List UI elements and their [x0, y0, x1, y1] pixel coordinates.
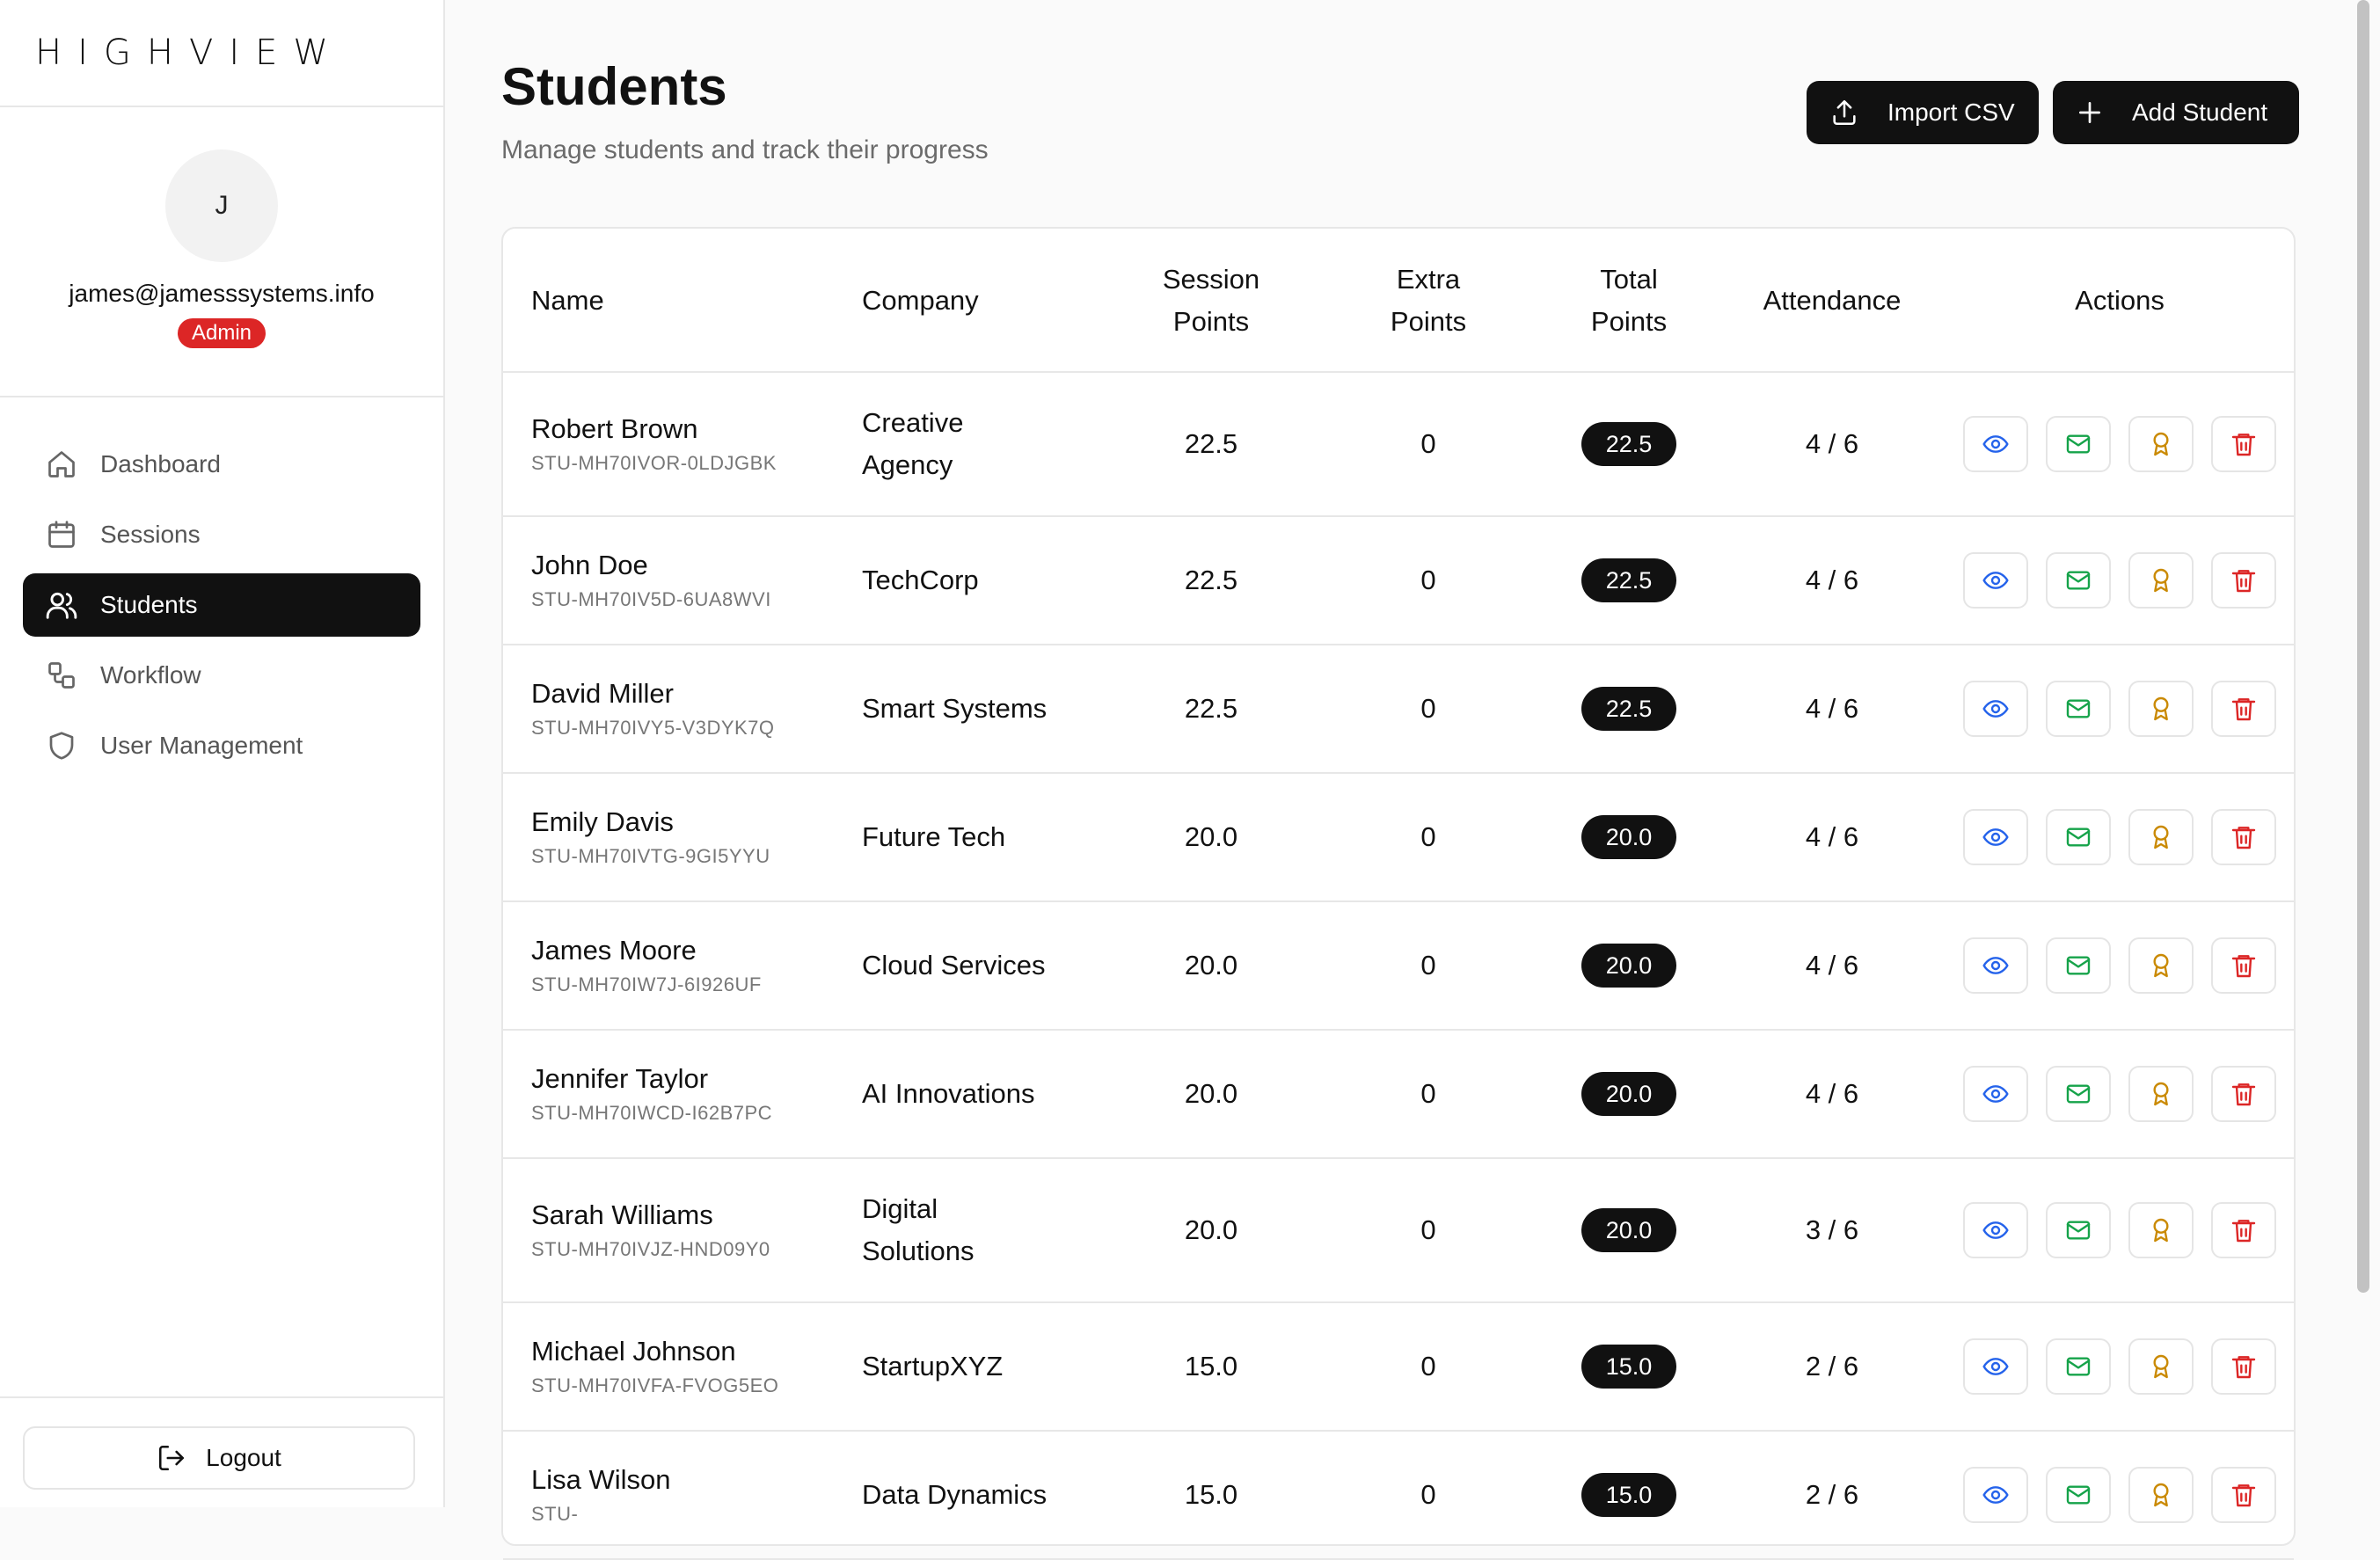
cell-session-points: 20.0	[1184, 821, 1238, 852]
table-row	[503, 902, 2294, 1031]
cell-attendance: 2 / 6	[1805, 1351, 1859, 1381]
cell-total-points	[1536, 1031, 1722, 1157]
cell-actions	[1942, 645, 2297, 772]
total-points-badge: 20.0	[1581, 944, 1676, 988]
student-name[interactable]: Sarah Williams	[531, 1199, 713, 1230]
logout-button[interactable]	[23, 1426, 415, 1490]
cell-company	[862, 1159, 1099, 1301]
certificate-button[interactable]	[2128, 1202, 2194, 1258]
column-header-label: Actions	[2075, 285, 2165, 316]
total-points-badge: 15.0	[1581, 1345, 1676, 1389]
calendar-icon	[44, 517, 79, 552]
view-button[interactable]	[1963, 1066, 2028, 1122]
user-profile	[0, 107, 443, 397]
email-button[interactable]	[2046, 1202, 2111, 1258]
delete-button[interactable]	[2211, 1467, 2276, 1523]
company-name-line: Cloud Services	[862, 950, 1046, 980]
cell-attendance: 4 / 6	[1805, 821, 1859, 852]
email-button[interactable]	[2046, 1066, 2111, 1122]
award-icon	[2147, 566, 2175, 594]
cell-company	[862, 373, 1099, 515]
cell-extra-points: 0	[1420, 1078, 1436, 1109]
cell-actions	[1942, 1432, 2297, 1558]
award-icon	[2147, 1481, 2175, 1509]
certificate-button[interactable]	[2128, 1467, 2194, 1523]
student-name[interactable]: Lisa Wilson	[531, 1464, 671, 1495]
company-name-line: Creative	[862, 407, 964, 438]
student-id: STU-MH70IVOR-0LDJGBK	[531, 452, 777, 474]
add-student-button[interactable]	[2053, 81, 2299, 144]
student-name[interactable]: Robert Brown	[531, 413, 698, 444]
eye-icon	[1982, 1352, 2010, 1381]
cell-company	[862, 774, 1099, 900]
sidebar-item-label: User Management	[100, 732, 303, 759]
sidebar-item-label: Workflow	[100, 661, 201, 689]
certificate-button[interactable]	[2128, 416, 2194, 472]
eye-icon	[1982, 1080, 2010, 1108]
award-icon	[2147, 430, 2175, 458]
total-points-badge: 20.0	[1581, 1072, 1676, 1116]
mail-icon	[2064, 1216, 2092, 1244]
delete-button[interactable]	[2211, 809, 2276, 865]
student-id: STU-MH70IVY5-V3DYK7Q	[531, 717, 775, 739]
eye-icon	[1982, 1481, 2010, 1509]
email-button[interactable]	[2046, 937, 2111, 994]
column-header-attendance[interactable]	[1722, 229, 1942, 373]
column-header-label: Points	[1172, 306, 1250, 337]
trash-icon	[2230, 823, 2258, 851]
student-name[interactable]: Michael Johnson	[531, 1336, 736, 1367]
cell-name	[531, 1159, 857, 1301]
view-button[interactable]	[1963, 552, 2028, 609]
logo-area	[0, 0, 443, 107]
email-button[interactable]	[2046, 552, 2111, 609]
cell-session-points: 15.0	[1184, 1351, 1238, 1381]
student-id: STU-MH70IVTG-9GI5YYU	[531, 845, 770, 867]
cell-attendance: 4 / 6	[1805, 693, 1859, 724]
cell-extra-points: 0	[1420, 950, 1436, 980]
cell-attendance: 3 / 6	[1805, 1214, 1859, 1245]
column-header-company[interactable]	[862, 229, 979, 373]
view-button[interactable]	[1963, 809, 2028, 865]
eye-icon	[1982, 695, 2010, 723]
company-name-line: Data Dynamics	[862, 1479, 1048, 1510]
column-header-total-points[interactable]	[1536, 229, 1722, 373]
company-name-line: Future Tech	[862, 821, 1006, 852]
sidebar	[0, 0, 445, 1507]
delete-button[interactable]	[2211, 552, 2276, 609]
cell-total-points	[1536, 774, 1722, 900]
student-id: STU-MH70IVFA-FVOG5EO	[531, 1374, 779, 1396]
mail-icon	[2064, 430, 2092, 458]
cell-session-points: 22.5	[1184, 693, 1238, 724]
cell-total-points	[1536, 373, 1722, 515]
certificate-button[interactable]	[2128, 681, 2194, 737]
cell-name	[531, 1031, 857, 1157]
row-actions	[1963, 681, 2276, 737]
sidebar-item-label: Dashboard	[100, 450, 221, 477]
total-points-badge: 22.5	[1581, 558, 1676, 602]
award-icon	[2147, 951, 2175, 980]
cell-session-points: 15.0	[1184, 1479, 1238, 1510]
cell-extra-points: 0	[1420, 693, 1436, 724]
trash-icon	[2230, 566, 2258, 594]
row-actions	[1963, 416, 2276, 472]
column-header-label: Points	[1390, 306, 1467, 337]
delete-button[interactable]	[2211, 681, 2276, 737]
award-icon	[2147, 695, 2175, 723]
table-row	[503, 1031, 2294, 1159]
cell-name	[531, 1432, 857, 1558]
cell-extra-points: 0	[1420, 821, 1436, 852]
trash-icon	[2230, 951, 2258, 980]
cell-name	[531, 517, 857, 644]
eye-icon	[1982, 951, 2010, 980]
cell-name	[531, 373, 857, 515]
table-row	[503, 517, 2294, 645]
award-icon	[2147, 1352, 2175, 1381]
shield-icon	[44, 728, 79, 763]
delete-button[interactable]	[2211, 1202, 2276, 1258]
table-row	[503, 1159, 2294, 1303]
eye-icon	[1982, 1216, 2010, 1244]
cell-session-points: 20.0	[1184, 950, 1238, 980]
mail-icon	[2064, 823, 2092, 851]
cell-total-points	[1536, 645, 1722, 772]
cell-extra-points: 0	[1420, 1479, 1436, 1510]
mail-icon	[2064, 1080, 2092, 1108]
cell-session-points: 20.0	[1184, 1214, 1238, 1245]
total-points-badge: 20.0	[1581, 1208, 1676, 1252]
eye-icon	[1982, 823, 2010, 851]
sidebar-item-label: Sessions	[100, 521, 201, 548]
workflow-icon	[44, 658, 79, 693]
row-actions	[1963, 1338, 2276, 1395]
certificate-button[interactable]	[2128, 1338, 2194, 1395]
cell-actions	[1942, 1303, 2297, 1430]
cell-name	[531, 774, 857, 900]
email-button[interactable]	[2046, 681, 2111, 737]
column-header-session-points[interactable]	[1101, 229, 1321, 373]
view-button[interactable]	[1963, 1202, 2028, 1258]
view-button[interactable]	[1963, 681, 2028, 737]
row-actions	[1963, 1467, 2276, 1523]
table-header	[503, 229, 2294, 373]
cell-company	[862, 1432, 1099, 1558]
trash-icon	[2230, 1481, 2258, 1509]
total-points-badge: 20.0	[1581, 815, 1676, 859]
cell-session-points: 22.5	[1184, 565, 1238, 595]
cell-attendance: 4 / 6	[1805, 1078, 1859, 1109]
award-icon	[2147, 1216, 2175, 1244]
certificate-button[interactable]	[2128, 1066, 2194, 1122]
company-name-line: Smart Systems	[862, 693, 1048, 724]
email-button[interactable]	[2046, 1338, 2111, 1395]
delete-button[interactable]	[2211, 1338, 2276, 1395]
mail-icon	[2064, 566, 2092, 594]
cell-company	[862, 1303, 1099, 1430]
cell-actions	[1942, 1031, 2297, 1157]
cell-name	[531, 1303, 857, 1430]
sidebar-item-students[interactable]	[23, 573, 420, 637]
users-icon	[44, 587, 79, 623]
total-points-badge: 15.0	[1581, 1473, 1676, 1517]
email-button[interactable]	[2046, 416, 2111, 472]
page-title: Students	[501, 57, 727, 116]
delete-button[interactable]	[2211, 937, 2276, 994]
cell-name	[531, 645, 857, 772]
cell-extra-points: 0	[1420, 565, 1436, 595]
user-email: james@jamesssystems.info	[69, 280, 375, 307]
table-row	[503, 1432, 2294, 1560]
eye-icon	[1982, 430, 2010, 458]
cell-attendance: 4 / 6	[1805, 950, 1859, 980]
student-name[interactable]: John Doe	[531, 550, 648, 580]
email-button[interactable]	[2046, 809, 2111, 865]
cell-extra-points: 0	[1420, 1351, 1436, 1381]
student-name[interactable]: Jennifer Taylor	[531, 1063, 709, 1094]
student-id: STU-	[531, 1503, 579, 1525]
student-name[interactable]: James Moore	[531, 935, 697, 966]
cell-session-points: 22.5	[1184, 428, 1238, 459]
view-button[interactable]	[1963, 1338, 2028, 1395]
row-actions	[1963, 1202, 2276, 1258]
cell-actions	[1942, 902, 2297, 1029]
trash-icon	[2230, 1352, 2258, 1381]
student-id: STU-MH70IVJZ-HND09Y0	[531, 1238, 770, 1260]
mail-icon	[2064, 1481, 2092, 1509]
scrollbar[interactable]	[2357, 0, 2369, 1293]
table-row	[503, 373, 2294, 517]
upload-icon	[1829, 98, 1859, 128]
sidebar-item-dashboard[interactable]	[23, 433, 420, 496]
cell-total-points	[1536, 517, 1722, 644]
column-header-label: Points	[1590, 306, 1668, 337]
cell-total-points	[1536, 902, 1722, 1029]
trash-icon	[2230, 1216, 2258, 1244]
certificate-button[interactable]	[2128, 552, 2194, 609]
column-header-label: Total	[1600, 264, 1658, 295]
role-badge: Admin	[178, 318, 266, 348]
column-header-label: Extra	[1396, 264, 1461, 295]
total-points-badge: 22.5	[1581, 687, 1676, 731]
cell-company	[862, 645, 1099, 772]
logout-icon	[157, 1443, 186, 1473]
total-points-badge: 22.5	[1581, 422, 1676, 466]
mail-icon	[2064, 1352, 2092, 1381]
trash-icon	[2230, 430, 2258, 458]
cell-actions	[1942, 373, 2297, 515]
mail-icon	[2064, 695, 2092, 723]
company-name-line: StartupXYZ	[862, 1351, 1004, 1381]
cell-total-points	[1536, 1432, 1722, 1558]
student-id: STU-MH70IWCD-I62B7PC	[531, 1102, 773, 1124]
cell-company	[862, 902, 1099, 1029]
row-actions	[1963, 937, 2276, 994]
import-csv-label: Import CSV	[1887, 98, 2015, 126]
cell-extra-points: 0	[1420, 1214, 1436, 1245]
plus-icon	[2076, 98, 2104, 127]
student-id: STU-MH70IW7J-6I926UF	[531, 973, 762, 995]
cell-attendance: 4 / 6	[1805, 428, 1859, 459]
column-header-label: Company	[862, 285, 979, 316]
delete-button[interactable]	[2211, 416, 2276, 472]
sidebar-item-sessions[interactable]	[23, 503, 420, 566]
cell-actions	[1942, 1159, 2297, 1301]
sidebar-item-workflow[interactable]	[23, 644, 420, 707]
row-actions	[1963, 1066, 2276, 1122]
cell-attendance: 2 / 6	[1805, 1479, 1859, 1510]
email-button[interactable]	[2046, 1467, 2111, 1523]
cell-actions	[1942, 517, 2297, 644]
table-row	[503, 645, 2294, 774]
page-subtitle: Manage students and track their progress	[501, 135, 989, 164]
cell-extra-points: 0	[1420, 428, 1436, 459]
company-name-line: Agency	[862, 449, 953, 480]
avatar: J	[165, 149, 278, 262]
award-icon	[2147, 1080, 2175, 1108]
brand-logo[interactable]: HIGHVIEW	[35, 33, 344, 73]
home-icon	[44, 447, 79, 482]
column-header-extra-points[interactable]	[1321, 229, 1536, 373]
add-student-label: Add Student	[2132, 98, 2268, 126]
award-icon	[2147, 823, 2175, 851]
row-actions	[1963, 809, 2276, 865]
cell-name	[531, 902, 857, 1029]
cell-company	[862, 1031, 1099, 1157]
cell-session-points: 20.0	[1184, 1078, 1238, 1109]
company-name-line: TechCorp	[862, 565, 979, 595]
sidebar-item-user-management[interactable]	[23, 714, 420, 777]
company-name-line: Solutions	[862, 1236, 975, 1266]
company-name-line: AI Innovations	[862, 1078, 1035, 1109]
sidebar-nav	[0, 397, 443, 777]
eye-icon	[1982, 566, 2010, 594]
import-csv-button[interactable]	[1807, 81, 2039, 144]
trash-icon	[2230, 1080, 2258, 1108]
table-row	[503, 774, 2294, 902]
student-name[interactable]: David Miller	[531, 678, 674, 709]
row-actions	[1963, 552, 2276, 609]
student-id: STU-MH70IV5D-6UA8WVI	[531, 588, 771, 610]
student-name[interactable]: Emily Davis	[531, 806, 674, 837]
column-header-actions	[1942, 229, 2297, 373]
delete-button[interactable]	[2211, 1066, 2276, 1122]
certificate-button[interactable]	[2128, 809, 2194, 865]
cell-company	[862, 517, 1099, 644]
view-button[interactable]	[1963, 1467, 2028, 1523]
column-header-name[interactable]	[531, 229, 604, 373]
view-button[interactable]	[1963, 416, 2028, 472]
view-button[interactable]	[1963, 937, 2028, 994]
column-header-label: Session	[1162, 264, 1260, 295]
company-name-line: Digital	[862, 1193, 938, 1224]
cell-total-points	[1536, 1159, 1722, 1301]
cell-total-points	[1536, 1303, 1722, 1430]
column-header-label: Name	[531, 285, 604, 316]
trash-icon	[2230, 695, 2258, 723]
students-table	[501, 227, 2296, 1546]
logout-label: Logout	[206, 1444, 281, 1471]
column-header-label: Attendance	[1763, 285, 1902, 316]
cell-attendance: 4 / 6	[1805, 565, 1859, 595]
table-row	[503, 1303, 2294, 1432]
mail-icon	[2064, 951, 2092, 980]
certificate-button[interactable]	[2128, 937, 2194, 994]
sidebar-footer	[0, 1396, 443, 1507]
sidebar-item-label: Students	[100, 591, 198, 618]
cell-actions	[1942, 774, 2297, 900]
